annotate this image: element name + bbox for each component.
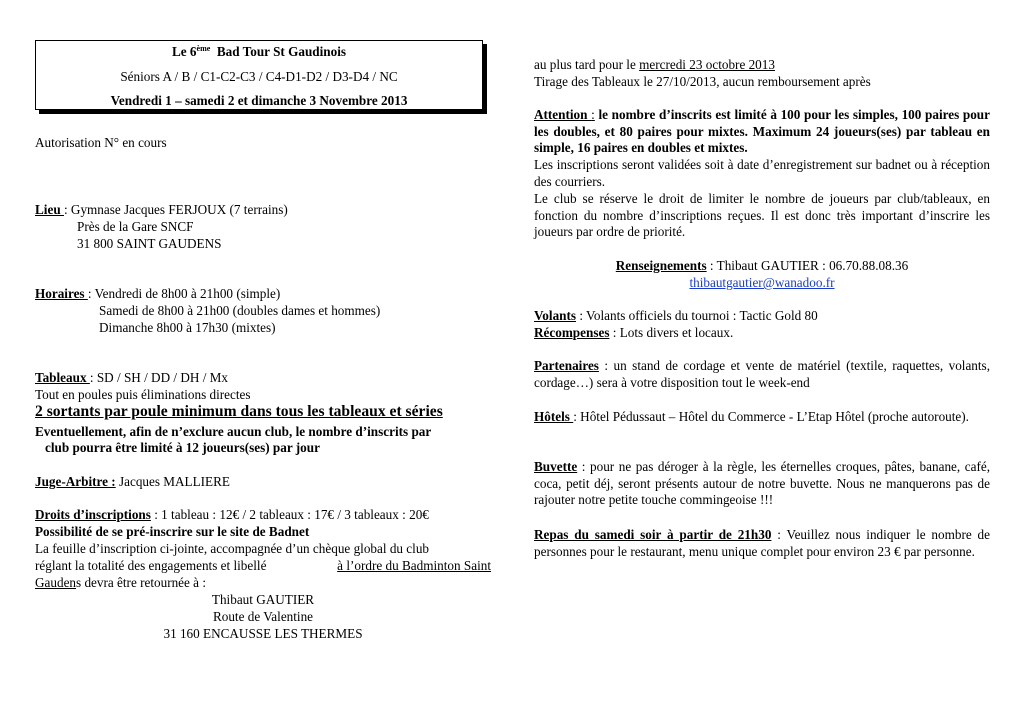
hotels-label: Hôtels xyxy=(534,409,574,424)
feuille-line-3: Gaudens devra être retournée à : xyxy=(35,575,206,590)
droits-label: Droits d’inscriptions xyxy=(35,507,151,522)
volants-label: Volants xyxy=(534,308,577,323)
inscriptions-paragraph: Les inscriptions seront validées soit à date d’enregistrement sur badnet ou à réception des courriers. xyxy=(534,157,990,189)
deadline-date: mercredi 23 octobre 2013 xyxy=(639,57,775,72)
repas-paragraph: Repas du samedi soir à partir de 21h30 : Veuillez nous indiquer le nombre de personnes pour le restaurant, menu unique complet pour environ 23 € par personne. xyxy=(534,527,990,559)
repas-label: Repas du samedi soir à partir de 21h30 xyxy=(534,527,772,542)
tirage-line: Tirage des Tableaux le 27/10/2013, aucun remboursement après xyxy=(534,74,871,89)
feuille-line-2: réglant la totalité des engagements et libellé à l’ordre du Badminton Saint xyxy=(35,558,491,573)
tableaux-label: Tableaux xyxy=(35,370,90,385)
partenaires-label: Partenaires xyxy=(534,358,599,373)
tableaux-line-1: Tableaux : SD / SH / DD / DH / Mx xyxy=(35,370,228,385)
horaires-line-2: Samedi de 8h00 à 21h00 (doubles dames et hommes) xyxy=(99,303,381,318)
attention-paragraph: Attention : le nombre d’inscrits est limité à 100 pour les simples, 100 paires pour les doubles, et 80 paires pour mixtes. Maximum 24 joueurs(ses) par tableau en simple, 16 paires en doubles et mixtes. xyxy=(534,107,990,156)
autorisation-text: Autorisation N° en cours xyxy=(35,135,167,150)
recompenses-label: Récompenses xyxy=(534,325,610,340)
renseignements-line: Renseignements : Thibaut GAUTIER : 06.70.88.08.36 xyxy=(615,258,909,273)
recompenses-line: Récompenses : Lots divers et locaux. xyxy=(534,325,734,340)
email-link[interactable]: thibautgautier@wanadoo.fr xyxy=(689,275,835,290)
hotels-paragraph: Hôtels : Hôtel Pédussaut – Hôtel du Commerce - L’Etap Hôtel (proche autoroute). xyxy=(534,409,969,424)
club-paragraph: Le club se réserve le droit de limiter le nombre de joueurs par club/tableaux, en fonction du nombre d’inscriptions reçues. Il est donc très important d’inscrire les joueurs par ordre de priorité. xyxy=(534,191,990,240)
cheque-order-text: à l’ordre du Badminton Saint xyxy=(337,558,491,573)
tableaux-line-2: Tout en poules puis éliminations directes xyxy=(35,387,251,402)
lieu-label: Lieu xyxy=(35,202,64,217)
buvette-label: Buvette xyxy=(534,459,578,474)
lieu-line-2: Près de la Gare SNCF xyxy=(77,219,194,234)
partenaires-paragraph: Partenaires : un stand de cordage et vente de matériel (textile, raquettes, volants, cordage…) sera à votre disposition tout le week-end xyxy=(534,358,990,390)
juge-arbitre-line: Juge-Arbitre : Jacques MALLIERE xyxy=(35,474,230,489)
address-line-1: Thibaut GAUTIER xyxy=(211,592,315,607)
horaires-line-1: Horaires : Vendredi de 8h00 à 21h00 (simple) xyxy=(35,286,281,301)
volants-line: Volants : Volants officiels du tournoi : Tactic Gold 80 xyxy=(534,308,818,323)
title-line-3: Vendredi 1 – samedi 2 et dimanche 3 Novembre 2013 xyxy=(110,93,408,108)
title-box xyxy=(35,40,483,110)
droits-line: Droits d’inscriptions : 1 tableau : 12€ / 2 tableaux : 17€ / 3 tableaux : 20€ xyxy=(35,507,429,522)
lieu-line-3: 31 800 SAINT GAUDENS xyxy=(77,236,222,251)
sortants-text: 2 sortants par poule minimum dans tous les tableaux et séries xyxy=(35,403,443,420)
juge-label: Juge-Arbitre : xyxy=(35,474,116,489)
lieu-line-1: Lieu : Gymnase Jacques FERJOUX (7 terrains) xyxy=(35,202,288,217)
email-line xyxy=(534,275,990,292)
address-line-3: 31 160 ENCAUSSE LES THERMES xyxy=(163,626,363,641)
eventuellement-line-2: club pourra être limité à 12 joueurs(ses) par jour xyxy=(45,440,320,455)
buvette-paragraph: Buvette : pour ne pas déroger à la règle, les éternelles croques, pâtes, banane, café, coca, petit déj, seront présents autour de notre buvette. Nous ne manquerons pas de rajouter notre petite touche commingeoise !!! xyxy=(534,459,990,508)
badnet-text: Possibilité de se pré-inscrire sur le site de Badnet xyxy=(35,524,310,539)
attention-label: Attention xyxy=(534,107,592,122)
deadline-line: au plus tard pour le mercredi 23 octobre 2013 xyxy=(534,57,775,72)
title-line-1: Le 6ème Bad Tour St Gaudinois xyxy=(171,44,347,59)
horaires-line-3: Dimanche 8h00 à 17h30 (mixtes) xyxy=(99,320,276,335)
address-line-2: Route de Valentine xyxy=(212,609,314,624)
feuille-line-1: La feuille d’inscription ci-jointe, accompagnée d’un chèque global du club xyxy=(35,541,430,556)
horaires-label: Horaires xyxy=(35,286,88,301)
renseignements-label: Renseignements xyxy=(615,258,707,273)
eventuellement-line-1: Eventuellement, afin de n’exclure aucun club, le nombre d’inscrits par xyxy=(35,424,432,439)
title-line-2: Séniors A / B / C1-C2-C3 / C4-D1-D2 / D3-D4 / NC xyxy=(120,69,398,84)
